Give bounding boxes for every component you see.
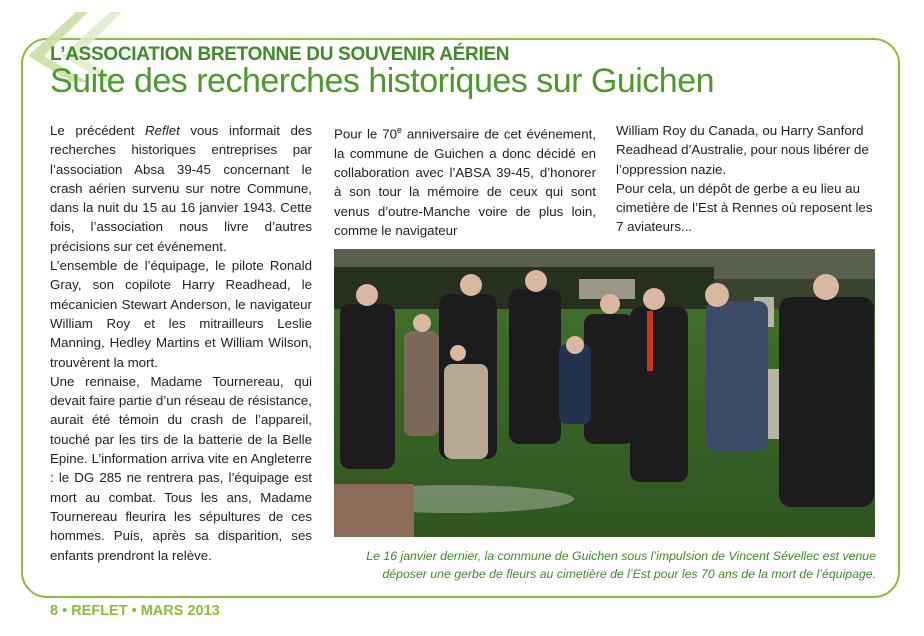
paragraph: Le précédent Reflet vous informait des recherches historiques entreprises par l’association Absa 39-45 concernant le crash aérien survenu sur notre Commune, dans la nuit du 15 au 16 janvier 1943. Cette fois, l’association nous livre d’autres précisions sur cet événement. (50, 123, 312, 254)
paragraph: Une rennaise, Madame Tournereau, qui devait faire partie d’un réseau de résistance, aurait été témoin du crash de l’appareil, touché par les tirs de la batterie de la Belle Epine. L’information arriva vite en Angleterre : le DG 285 ne rentrera pas, l’équipage est mort au combat. Tous les ans, Madame Tournereau fleurira les sépultures de ces hommes. Puis, après sa disparition, ses enfants prendront la relève. (50, 373, 312, 563)
article-column-3 (616, 121, 878, 237)
page-title: Suite des recherches historiques sur Guichen (50, 62, 715, 100)
paragraph: Pour le 70e anniversaire de cet événement, la commune de Guichen a donc décidé en collaboration avec l’ABSA 39-45, d’honorer à son tour la mémoire de ceux qui sont venus d’outre-Manche voire de plus loin, comme le navigateur (334, 125, 596, 238)
paragraph: L’ensemble de l’équipage, le pilote Ronald Gray, son copilote Harry Readhead, le mécanicien Stewart Anderson, le navigateur William Roy et les mitrailleurs Leslie Manning, Hedley Martins et William Wilson, trouvèrent la mort. (50, 258, 312, 370)
paragraph: William Roy du Canada, ou Harry Sanford Readhead d’Australie, pour nous libérer de l’oppression nazie. (616, 123, 869, 177)
section-kicker: L’ASSOCIATION BRETONNE DU SOUVENIR AÉRIEN (50, 44, 510, 65)
photo-caption: Le 16 janvier dernier, la commune de Guichen sous l’impulsion de Vincent Sévellec est venue déposer une gerbe de fleurs au cimetière de l’Est pour les 70 ans de la mort de l’équipage. (366, 549, 876, 581)
article-column-1 (50, 121, 312, 565)
ceremony-photo (334, 249, 875, 537)
article-column-2 (334, 121, 596, 240)
paragraph: Pour cela, un dépôt de gerbe a eu lieu au cimetière de l’Est à Rennes où reposent les 7 aviateurs... (616, 180, 873, 235)
page-footer: 8 • REFLET • MARS 2013 (50, 603, 220, 619)
